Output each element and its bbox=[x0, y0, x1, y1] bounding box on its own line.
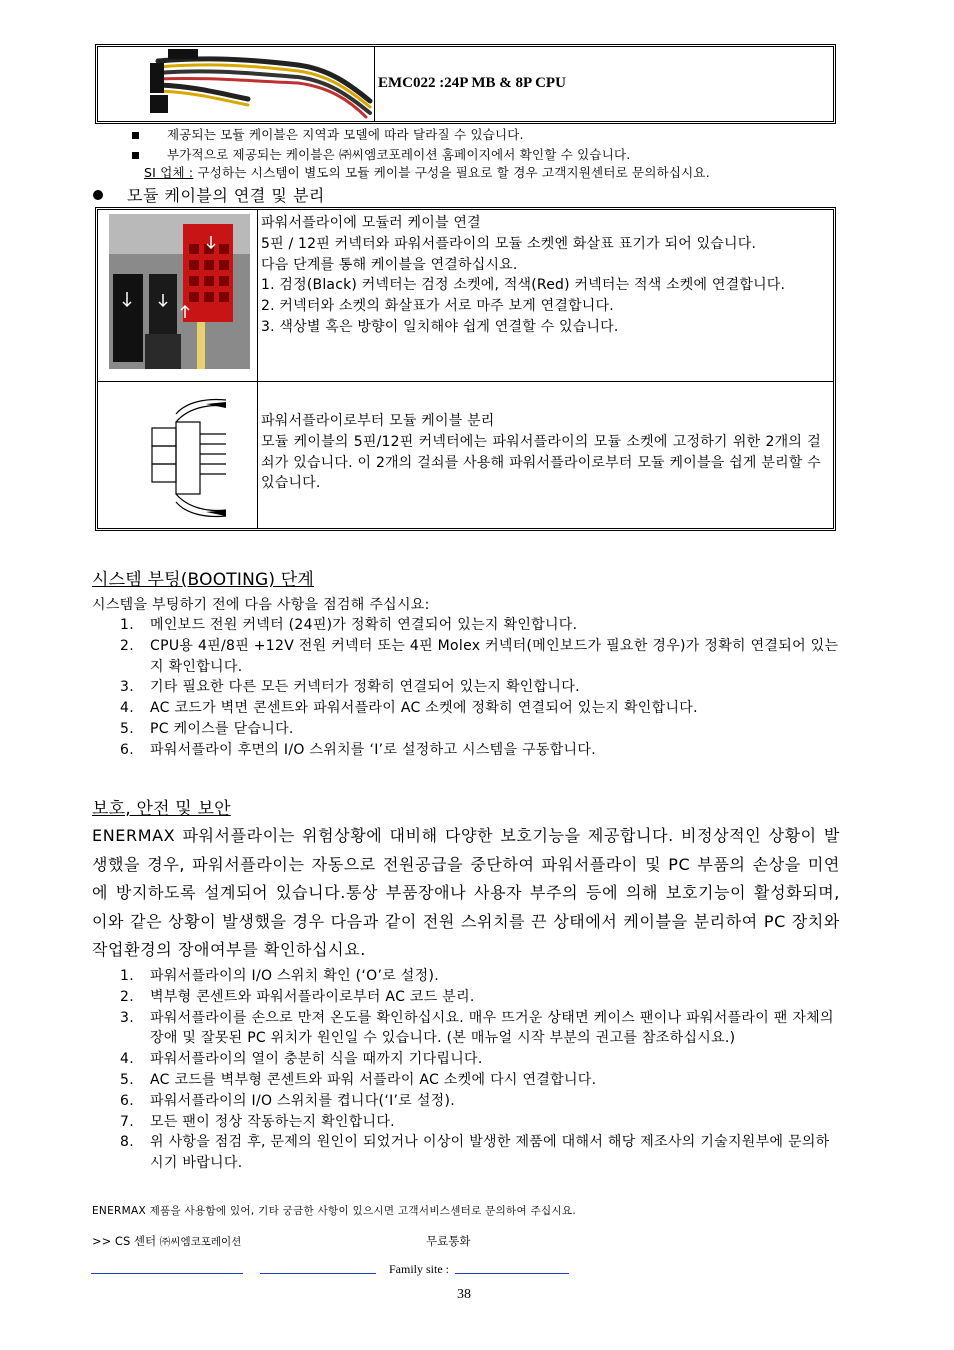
list-item-number: 3. bbox=[120, 1009, 134, 1026]
cable-illustration bbox=[98, 47, 374, 121]
connect-row bbox=[98, 210, 833, 382]
connect-title: 파워서플라이에 모듈러 케이블 연결 bbox=[261, 215, 481, 231]
list-item bbox=[92, 1049, 840, 1070]
list-item-text: 파워서플라이 후면의 I/O 스위치를 ‘I’로 설정하고 시스템을 구동합니다. bbox=[150, 741, 596, 758]
disconnect-text bbox=[261, 411, 821, 494]
list-item-text: 기타 필요한 다른 모든 커넥터가 정확히 연결되어 있는지 확인합니다. bbox=[150, 679, 580, 696]
protection-paragraph: ENERMAX 파워서플라이는 위험상황에 대비해 다양한 보호기능을 제공합니다. 비정상적인 상황이 발생했을 경우, 파워서플라이는 자동으로 전원공급을 중단하여 파워서플라이 및 PC 부품의 손상을 미연에 방지하도록 설계되어 있습니다.통상 부품장애나 사용자 부주의 등에 의해 보호기능이 활성화되며, 이와 같은 상황이 발생했을 경우 다음과 같이 전원 스위치를 끈 상태에서 케이블을 분리하여 PC 장치와 작업환경의 장애여부를 확인하십시요. bbox=[92, 826, 840, 960]
list-item-number: 5. bbox=[120, 1071, 134, 1088]
footer-note: ENERMAX 제품을 사용함에 있어, 기타 궁금한 사항이 있으시면 고객서비스센터로 문의하여 주십시요. bbox=[92, 1205, 576, 1217]
list-item-number: 1. bbox=[120, 617, 134, 633]
list-item-number: 4. bbox=[120, 1051, 134, 1068]
list-item-text: AC 코드가 벽면 콘센트와 파워서플라이 AC 소켓에 정확히 연결되어 있는지 확인합니다. bbox=[150, 700, 698, 717]
cable-label: EMC022 :24P MB & 8P CPU bbox=[378, 75, 566, 91]
list-item-text: AC 코드를 벽부형 콘센트와 파워 서플라이 AC 소켓에 다시 연결합니다. bbox=[150, 1071, 597, 1088]
list-item bbox=[92, 1008, 840, 1050]
disconnect-title: 파워서플라이로부터 모듈 케이블 분리 bbox=[261, 413, 495, 429]
list-item-number: 3. bbox=[120, 679, 134, 696]
booting-steps bbox=[92, 615, 840, 761]
cable-image bbox=[98, 47, 375, 121]
list-item-text: 파워서플라이를 손으로 만져 온도를 확인하십시요. 매우 뜨거운 상태면 케이스 팬이나 파워서플라이 팬 자체의 장애 및 잘못된 PC 위치가 원인일 수 있습니다. (본 매뉴얼 시작 부분의 권고를 참조하십시요.) bbox=[150, 1009, 834, 1047]
list-item bbox=[92, 636, 840, 678]
list-item-text: 파워서플라이의 I/O 스위치를 켭니다(‘I’로 설정). bbox=[150, 1092, 455, 1109]
family-site-label: Family site : bbox=[389, 1262, 449, 1276]
list-item-number: 2. bbox=[120, 637, 134, 654]
note-text: 부가적으로 제공되는 케이블은 ㈜씨엠코포레이션 홈페이지에서 확인할 수 있습니다. bbox=[167, 147, 631, 162]
link-line-2[interactable] bbox=[260, 1273, 376, 1274]
list-item bbox=[92, 987, 840, 1008]
list-item bbox=[92, 698, 840, 719]
si-note-label: SI 업체 : bbox=[144, 165, 194, 180]
list-item bbox=[92, 1070, 840, 1091]
note-2 bbox=[132, 145, 630, 163]
list-item-number: 2. bbox=[120, 988, 134, 1005]
booting-heading: 시스템 부팅(BOOTING) 단계 bbox=[92, 570, 315, 590]
list-item bbox=[92, 966, 840, 987]
disconnect-body: 모듈 케이블의 5핀/12핀 커넥터에는 파워서플라이의 모듈 소켓에 고정하기 위한 2개의 걸쇠가 있습니다. 이 2개의 걸쇠를 사용해 파워서플라이로부터 모듈 케이블을 쉽게 분리할 수 있습니다. bbox=[261, 433, 821, 492]
cable-table bbox=[95, 44, 836, 124]
connect-step: 3. 색상별 혹은 방향이 일치해야 쉽게 연결할 수 있습니다. bbox=[261, 318, 619, 335]
list-item-text: 메인보드 전원 커넥터 (24핀)가 정확히 연결되어 있는지 확인합니다. bbox=[150, 617, 578, 633]
list-item-text: 위 사항을 점검 후, 문제의 원인이 되었거나 이상이 발생한 제품에 대해서 해당 제조사의 기술지원부에 문의하시기 바랍니다. bbox=[150, 1134, 830, 1172]
square-bullet-icon bbox=[132, 152, 139, 159]
family-site-link[interactable] bbox=[455, 1273, 569, 1274]
cs-label: >> CS 센터 bbox=[92, 1234, 157, 1248]
note-text: 제공되는 모듈 케이블은 지역과 모델에 따라 달라질 수 있습니다. bbox=[167, 127, 524, 142]
page-number: 38 bbox=[457, 1287, 471, 1302]
booting-intro: 시스템을 부팅하기 전에 다음 사항을 점검해 주십시요: bbox=[92, 597, 430, 613]
connect-line1: 5핀 / 12핀 커넥터와 파워서플라이의 모듈 소켓엔 화살표 표기가 되어 있습니다. bbox=[261, 235, 757, 252]
list-item bbox=[92, 615, 840, 636]
protection-heading: 보호, 안전 및 보안 bbox=[92, 799, 231, 819]
list-item bbox=[92, 740, 840, 761]
module-section-title: 모듈 케이블의 연결 및 분리 bbox=[127, 186, 325, 205]
list-item-text: CPU용 4핀/8핀 +12V 전원 커넥터 또는 4핀 Molex 커넥터(메인보드가 필요한 경우)가 정확히 연결되어 있는지 확인합니다. bbox=[150, 637, 839, 675]
list-item bbox=[92, 677, 840, 698]
si-note-text: 구성하는 시스템이 별도의 모듈 케이블 구성을 필요로 할 경우 고객지원센터로 문의하십시요. bbox=[193, 165, 710, 180]
list-item-number: 5. bbox=[120, 720, 134, 737]
list-item-text: 파워서플라이의 I/O 스위치 확인 (‘O’로 설정). bbox=[150, 968, 439, 984]
link-line-1[interactable] bbox=[91, 1273, 243, 1274]
module-table bbox=[95, 207, 836, 531]
connector-photo bbox=[109, 214, 250, 369]
connect-line2: 다음 단계를 통해 케이블을 연결하십시요. bbox=[261, 256, 518, 273]
list-item bbox=[92, 1112, 840, 1133]
list-item-number: 6. bbox=[120, 741, 134, 758]
cs-center bbox=[92, 1233, 241, 1249]
protection-steps bbox=[92, 966, 840, 1174]
round-bullet-icon bbox=[93, 190, 103, 200]
si-note bbox=[144, 163, 710, 181]
module-section-heading bbox=[93, 183, 325, 206]
note-1 bbox=[132, 125, 524, 143]
list-item-number: 8. bbox=[120, 1134, 134, 1151]
connect-step: 1. 검정(Black) 커넥터는 검정 소켓에, 적색(Red) 커넥터는 적색 소켓에 연결합니다. bbox=[261, 277, 786, 294]
connect-text bbox=[261, 213, 821, 338]
list-item bbox=[92, 719, 840, 740]
list-item-number: 1. bbox=[120, 968, 134, 984]
list-item-text: 모든 팬이 정상 작동하는지 확인합니다. bbox=[150, 1113, 395, 1130]
list-item bbox=[92, 1091, 840, 1112]
connect-step: 2. 커넥터와 소켓의 화살표가 서로 마주 보게 연결합니다. bbox=[261, 298, 614, 315]
list-item-text: 파워서플라이의 열이 충분히 식을 때까지 기다립니다. bbox=[150, 1051, 483, 1068]
list-item bbox=[92, 1132, 840, 1174]
list-item-text: PC 케이스를 닫습니다. bbox=[150, 720, 294, 737]
list-item-number: 6. bbox=[120, 1092, 134, 1109]
list-item-number: 4. bbox=[120, 700, 134, 717]
list-item-text: 벽부형 콘센트와 파워서플라이로부터 AC 코드 분리. bbox=[150, 988, 475, 1005]
square-bullet-icon bbox=[132, 132, 139, 139]
latch-diagram bbox=[146, 394, 228, 521]
list-item-number: 7. bbox=[120, 1113, 134, 1130]
free-call: 무료통화 bbox=[426, 1234, 471, 1248]
cs-company: ㈜씨엠코포레이션 bbox=[159, 1236, 242, 1248]
